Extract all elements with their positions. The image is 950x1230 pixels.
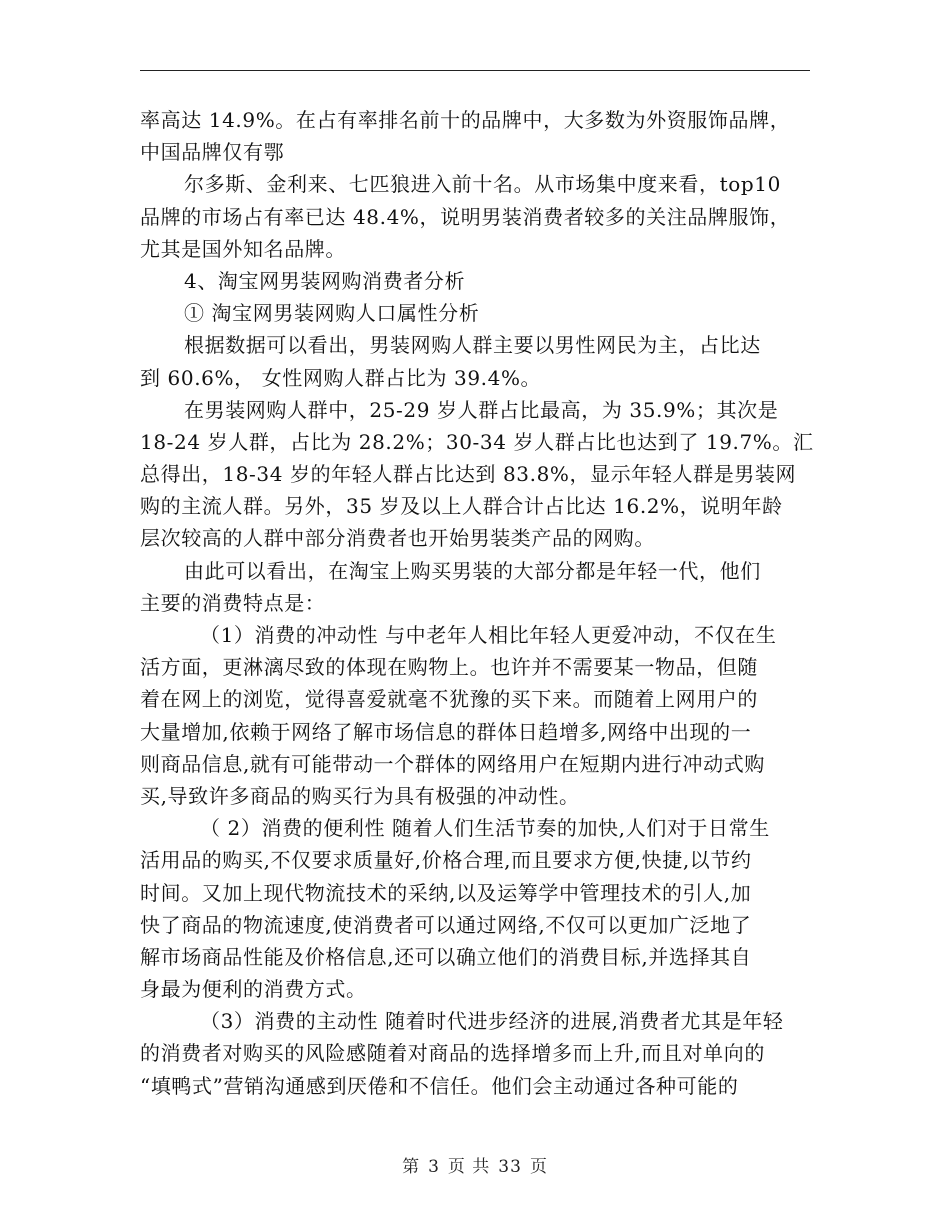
text-line: 购的主流人群。另外，35 岁及以上人群合计占比达 16.2%，说明年龄 bbox=[140, 494, 783, 519]
page-label-prefix: 第 bbox=[402, 1157, 421, 1177]
text-line: 18-24 岁人群，占比为 28.2%；30-34 岁人群占比也达到了 19.7%。汇 bbox=[140, 429, 814, 454]
text-line: 活方面，更淋漓尽致的体现在购物上。也许并不需要某一物品，但随 bbox=[140, 655, 758, 680]
header-rule bbox=[140, 70, 810, 71]
text-line: 解市场商品性能及价格信息,还可以确立他们的消费目标,并选择其自 bbox=[140, 944, 752, 969]
text-line: 品牌的市场占有率已达 48.4%，说明男装消费者较多的关注品牌服饰， bbox=[140, 204, 791, 229]
text-line: 在男装网购人群中，25-29 岁人群占比最高，为 35.9%；其次是 bbox=[184, 397, 779, 422]
text-line: 则商品信息,就有可能带动一个群体的网络用户在短期内进行冲动式购 bbox=[140, 751, 765, 776]
page-label-mid: 页 共 bbox=[447, 1157, 491, 1177]
document-body bbox=[140, 104, 812, 1102]
text-line: 层次较高的人群中部分消费者也开始男装类产品的网购。 bbox=[140, 526, 655, 551]
text-line: 快了商品的物流速度,使消费者可以通过网络,不仅可以更加广泛地了 bbox=[140, 912, 752, 937]
page-footer bbox=[0, 1152, 950, 1177]
text-line: 尔多斯、金利来、七匹狼进入前十名。从市场集中度来看，top10 bbox=[184, 172, 781, 197]
page-number: 3 bbox=[428, 1157, 440, 1177]
total-pages: 33 bbox=[498, 1157, 522, 1177]
text-line: （ 2）消费的便利性 随着人们生活节奏的加快,人们对于日常生 bbox=[200, 816, 770, 841]
text-line: 身最为便利的消费方式。 bbox=[140, 977, 367, 1002]
text-line: （3）消费的主动性 随着时代进步经济的进展,消费者尤其是年轻 bbox=[200, 1009, 784, 1034]
text-line: 中国品牌仅有鄂 bbox=[140, 140, 285, 165]
text-line: 的消费者对购买的风险感随着对商品的选择增多而上升,而且对单向的 bbox=[140, 1041, 765, 1066]
text-line: 到 60.6%， 女性网购人群占比为 39.4%。 bbox=[140, 365, 542, 390]
text-line: 活用品的购买,不仅要求质量好,价格合理,而且要求方便,快捷,以节约 bbox=[140, 848, 752, 873]
text-line: 着在网上的浏览，觉得喜爱就毫不犹豫的买下来。而随着上网用户的 bbox=[140, 687, 758, 712]
text-line: 大量增加,依赖于网络了解市场信息的群体日趋增多,网络中出现的一 bbox=[140, 719, 752, 744]
text-line: 率高达 14.9%。在占有率排名前十的品牌中，大多数为外资服饰品牌， bbox=[140, 108, 791, 132]
page-label-suffix: 页 bbox=[529, 1157, 548, 1177]
text-line: “填鸭式”营销沟通感到厌倦和不信任。他们会主动通过各种可能的 bbox=[140, 1073, 739, 1098]
text-line: 根据数据可以看出，男装网购人群主要以男性网民为主，占比达 bbox=[184, 333, 761, 358]
text-line: 时间。又加上现代物流技术的采纳,以及运筹学中管理技术的引人,加 bbox=[140, 880, 752, 905]
text-line: （1）消费的冲动性 与中老年人相比年轻人更爱冲动，不仅在生 bbox=[200, 623, 777, 647]
text-line: 主要的消费特点是： bbox=[140, 590, 326, 615]
text-line: 总得出，18-34 岁的年轻人群占比达到 83.8%，显示年轻人群是男装网 bbox=[140, 462, 797, 487]
subsection-heading: ① 淘宝网男装网购人口属性分析 bbox=[184, 301, 480, 326]
section-heading: 4、淘宝网男装网购消费者分析 bbox=[184, 268, 466, 293]
text-line: 尤其是国外知名品牌。 bbox=[140, 236, 346, 261]
text-line: 由此可以看出，在淘宝上购买男装的大部分都是年轻一代，他们 bbox=[184, 558, 761, 583]
text-line: 买,导致许多商品的购买行为具有极强的冲动性。 bbox=[140, 783, 580, 808]
